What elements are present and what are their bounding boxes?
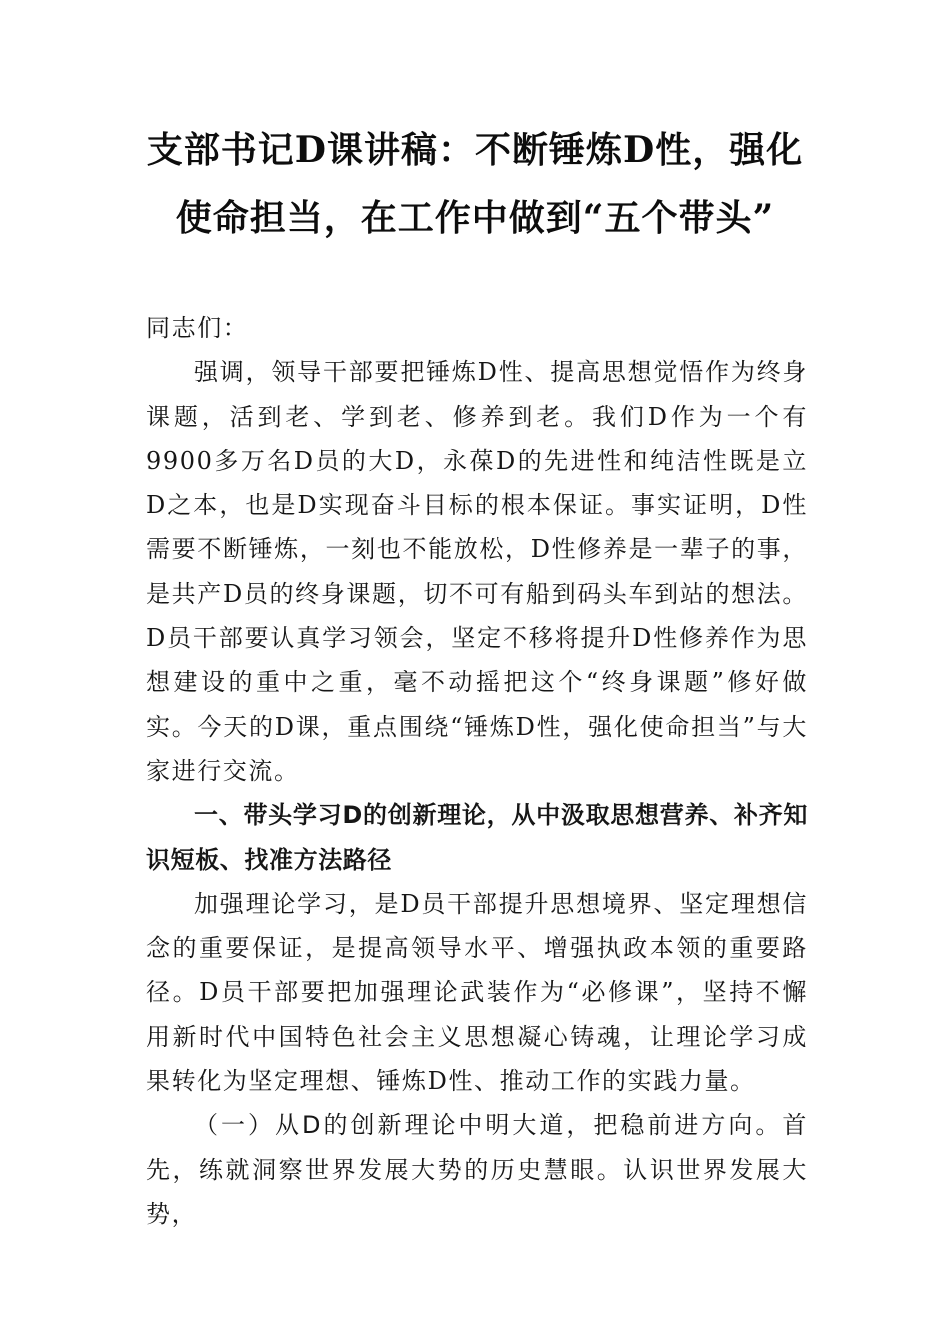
- document-title-line-2: 使命担当，在工作中做到“五个带头”: [175, 197, 775, 239]
- document-body: [146, 306, 808, 1236]
- document-title-line-1: 支部书记D课讲稿：不断锤炼D性，强化: [146, 129, 804, 171]
- salutation: 同志们：: [146, 314, 249, 342]
- subsection-1-text: 首先，练就洞察世界发展大势的历史慧眼。认识世界发展大势，: [146, 1111, 808, 1228]
- subsection-heading-1: （一）从D的创新理论中明大道，把稳前进方向。: [194, 1111, 783, 1140]
- section-heading-1: 一、带头学习D的创新理论，从中汲取思想营养、补齐知识短板、找准方法路径: [146, 801, 808, 874]
- paragraph-intro: 强调，领导干部要把锤炼D性、提高思想觉悟作为终身课题，活到老、学到老、修养到老。我们D作为一个有9900多万名D员的大D，永葆D的先进性和纯洁性既是立D之本，也是D实现奋斗目标的根本保证。事实证明，D性需要不断锤炼，一刻也不能放松，D性修养是一辈子的事，是共产D员的终身课题，切不可有船到码头车到站的想法。D员干部要认真学习领会，坚定不移将提升D性修养作为思想建设的重中之重，毫不动摇把这个“终身课题”修好做实。今天的D课，重点围绕“锤炼D性，强化使命担当”与大家进行交流。: [146, 358, 808, 785]
- paragraph-theory-study: 加强理论学习，是D员干部提升思想境界、坚定理想信念的重要保证，是提高领导水平、增强执政本领的重要路径。D员干部要把加强理论武装作为“必修课”，坚持不懈用新时代中国特色社会主义思想凝心铸魂，让理论学习成果转化为坚定理想、锤炼D性、推动工作的实践力量。: [146, 889, 808, 1096]
- paragraph-subsection-1: [146, 1103, 808, 1236]
